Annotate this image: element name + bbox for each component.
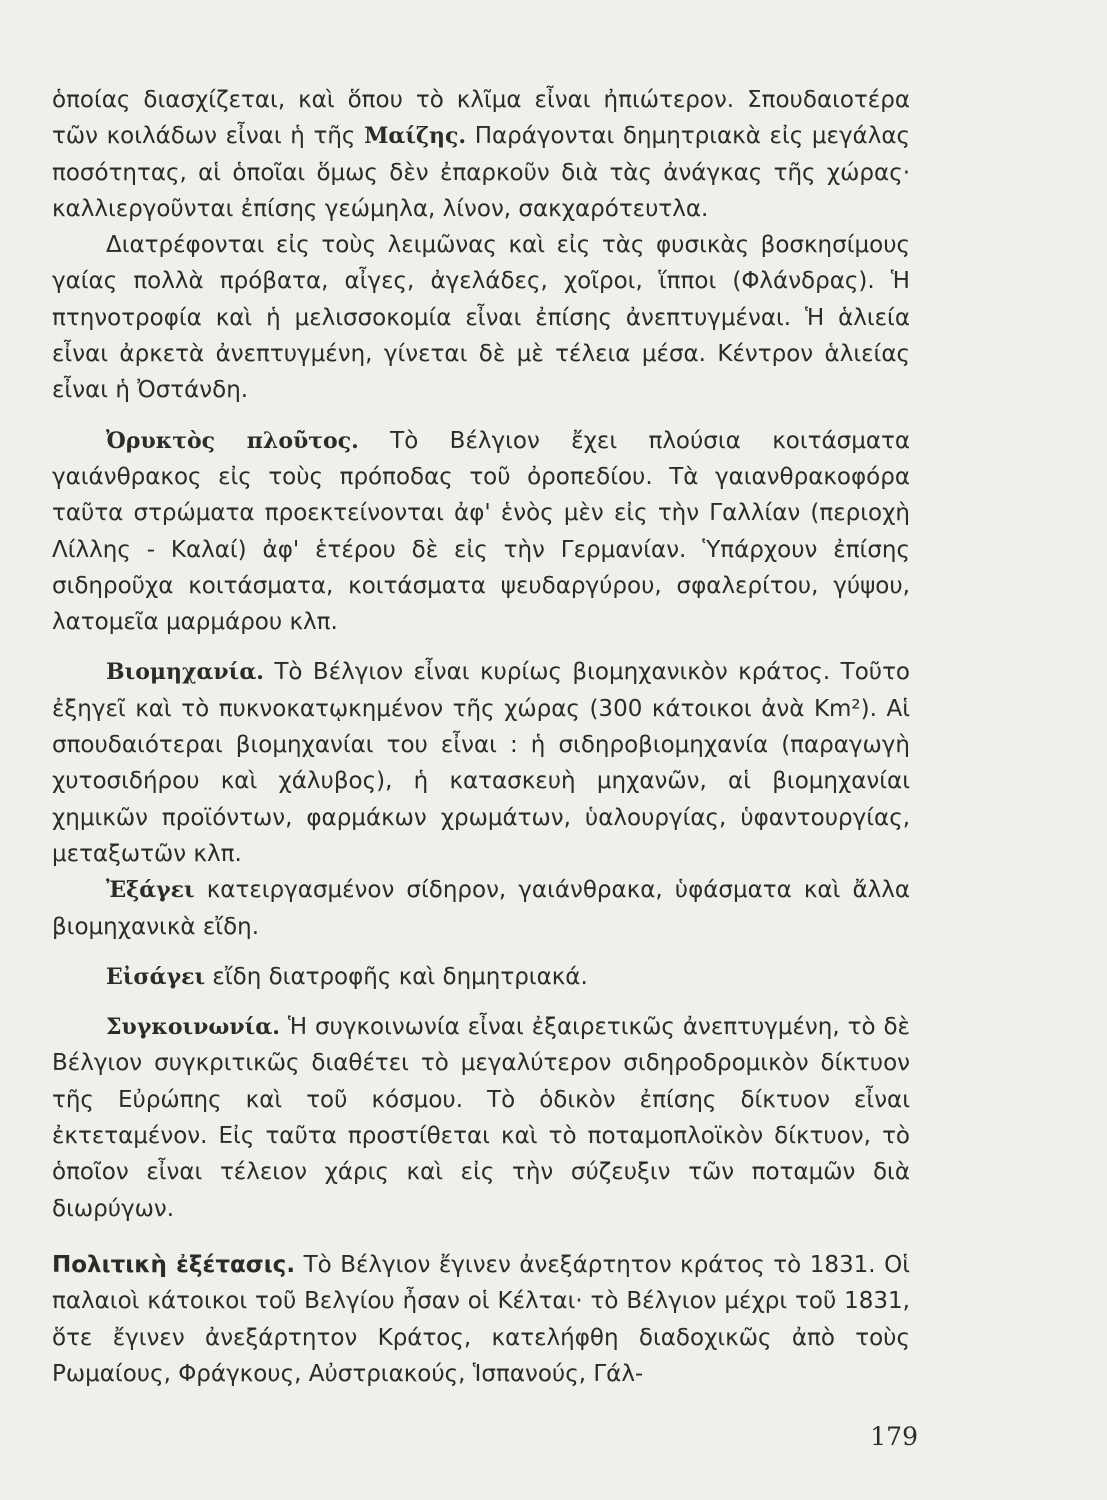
paragraph-text: Ἡ συγκοινωνία εἶναι ἐξαιρετικῶς ἀνεπτυγμένη, τὸ δὲ Βέλγιον συγκριτικῶς διαθέτει τὸ μεγαλύτερον σιδηροδρομικὸν δίκτυον τῆς Εὐρώπης καὶ τοῦ κόσμου. Τὸ ὁδικὸν ἐπίσης δίκτυον εἶναι ἐκτεταμένον. Εἰς ταῦτα προστίθεται καὶ τὸ ποταμοπλοϊκὸν δίκτυον, τὸ ὁποῖον εἶναι τέλειον χάρις καὶ εἰς τὴν σύζευξιν τῶν ποταμῶν διὰ διωρύγων. [52, 1014, 910, 1222]
paragraph-text: ὁποίας διασχίζεται, καὶ ὅπου τὸ κλῖμα εἶναι ἠπιώτερον. Σπουδαιοτέρα τῶν κοιλάδων εἶναι ἡ τῆς [52, 87, 910, 150]
paragraph-text: Διατρέφονται εἰς τοὺς λειμῶνας καὶ εἰς τὰς φυσικὰς βοσκησίμους γαίας πολλὰ πρόβατα, αἶγες, ἀγελάδες, χοῖροι, ἵπποι (Φλάνδρας). Ἡ πτηνοτροφία καὶ ἡ μελισσοκομία εἶναι ἐπίσης ἀνεπτυγμέναι. Ἡ ἁλιεία εἶναι ἀρκετὰ ἀνεπτυγμένη, γίνεται δὲ μὲ τέλεια μέσα. Κέντρον ἁλιείας εἶναι ἡ Ὀστάνδη. [52, 232, 910, 404]
paragraph-transport [52, 1009, 910, 1227]
paragraph-minerals [52, 423, 910, 641]
paragraph-text: Παράγονται δημητριακὰ εἰς μεγάλας ποσότητας, αἱ ὁποῖαι ὅμως δὲν ἐπαρκοῦν διὰ τὰς ἀνάγκας τῆς χώρας· καλλιεργοῦνται ἐπίσης γεώμηλα, λίνον, σακχαρότευτλα. [52, 123, 910, 222]
paragraph-exports [52, 872, 910, 945]
paragraph-text: Τὸ Βέλγιον εἶναι κυρίως βιομηχανικὸν κράτος. Τοῦτο ἐξηγεῖ καὶ τὸ πυκνοκατῳκημένον τῆς χώρας (300 κάτοικοι ἀνὰ Km²). Αἱ σπουδαιότεραι βιομηχανίαι του εἶναι : ἡ σιδηροβιομηχανία (παραγωγὴ χυτοσιδήρου καὶ χάλυβος), ἡ κατασκευὴ μηχανῶν, αἱ βιομηχανίαι χημικῶν προϊόντων, φαρμάκων χρωμάτων, ὑαλουργίας, ὑφαντουργίας, μεταξωτῶν κλπ. [52, 659, 910, 867]
paragraph-political [52, 1247, 910, 1392]
paragraph-imports [52, 959, 910, 995]
section-heading-imports: Εἰσάγει [106, 963, 206, 990]
paragraph-valleys [52, 82, 910, 227]
section-heading-political: Πολιτικὴ ἐξέτασις. [52, 1251, 296, 1278]
body-text [52, 82, 910, 1392]
paragraph-text: εἴδη διατροφῆς καὶ δημητριακά. [205, 963, 588, 990]
section-heading-exports: Ἐξάγει [106, 877, 195, 904]
section-heading-transport: Συγκοινωνία. [106, 1014, 280, 1041]
paragraph-text: Τὸ Βέλγιον ἔχει πλούσια κοιτάσματα γαιάνθρακος εἰς τοὺς πρόποδας τοῦ ὀροπεδίου. Τὰ γαιανθρακοφόρα ταῦτα στρώματα προεκτείνονται ἀφ' ἑνὸς μὲν εἰς τὴν Γαλλίαν (περιοχὴ Λίλλης - Καλαί) ἀφ' ἑτέρου δὲ εἰς τὴν Γερμανίαν. Ὑπάρχουν ἐπίσης σιδηροῦχα κοιτάσματα, κοιτάσματα ψευδαργύρου, σφαλερίτου, γύψου, λατομεῖα μαρμάρου κλπ. [52, 427, 910, 636]
paragraph-text: κατειργασμένον σίδηρον, γαιάνθρακα, ὑφάσματα καὶ ἄλλα βιομηχανικὰ εἴδη. [52, 877, 910, 940]
section-heading-minerals: Ὀρυκτὸς πλοῦτος. [106, 427, 359, 454]
bold-term-maizis: Μαίζης. [364, 123, 467, 150]
paragraph-industry [52, 654, 910, 872]
section-heading-industry: Βιομηχανία. [106, 659, 264, 686]
paragraph-livestock [52, 227, 910, 408]
paragraph-text: Τὸ Βέλγιον ἔγινεν ἀνεξάρτητον κράτος τὸ 1831. Οἱ παλαιοὶ κάτοικοι τοῦ Βελγίου ἦσαν οἱ Κέλται· τὸ Βέλγιον μέχρι τοῦ 1831, ὅτε ἔγινεν ἀνεξάρτητον Κράτος, κατελήφθη διαδοχικῶς ἀπὸ τοὺς Ρωμαίους, Φράγκους, Αὐστριακούς, Ἱσπανούς, Γάλ- [52, 1251, 910, 1387]
page-number: 179 [870, 1422, 918, 1451]
